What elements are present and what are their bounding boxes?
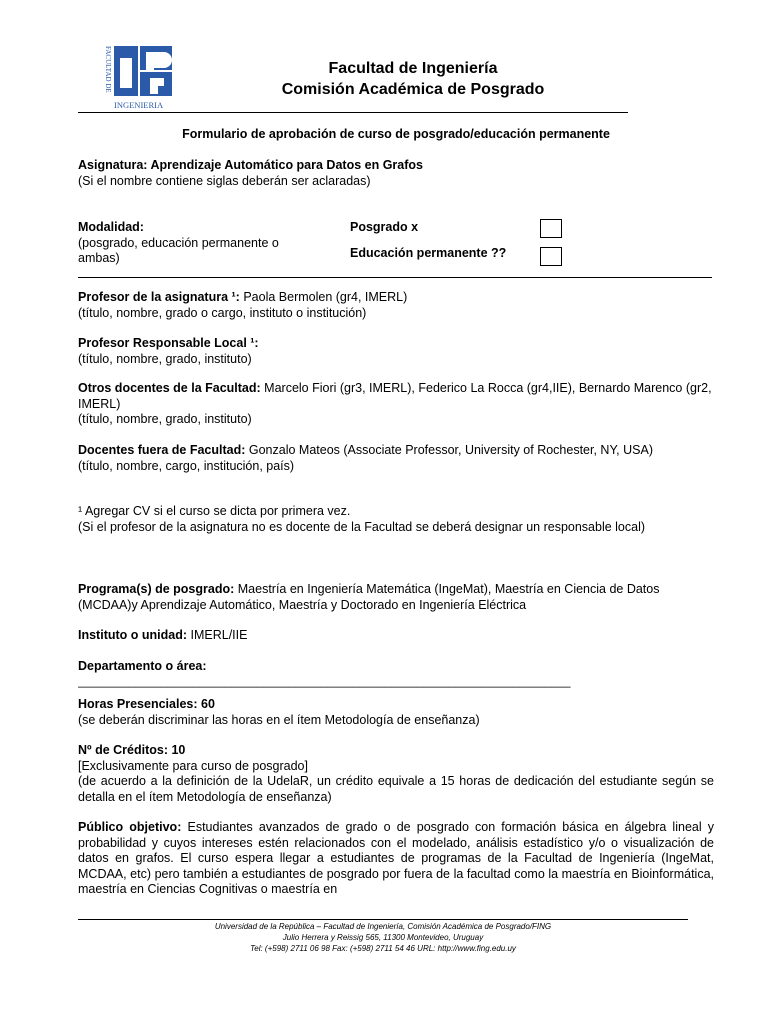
creditos-note2: (de acuerdo a la definición de la UdelaR, un crédito equivale a 15 horas de dedicación del estudiante según se detalla en el ítem Metodología de enseñanza) [78, 774, 714, 804]
horas-label: Horas Presenciales: 60 [78, 697, 215, 711]
responsable-label: Profesor Responsable Local ¹: [78, 336, 259, 350]
profesor-value: Paola Bermolen (gr4, IMERL) [239, 290, 408, 304]
header-commission: Comisión Académica de Posgrado [281, 81, 545, 98]
cv-footnote [78, 504, 714, 535]
instituto-section [78, 628, 714, 644]
posgrado-checkbox[interactable] [540, 219, 562, 238]
otros-docentes-section [78, 381, 714, 428]
header-rule [78, 112, 628, 113]
footer-line3: Tel: (+598) 2711 06 98 Fax: (+598) 2711 54 46 URL: http://www.fing.edu.uy [250, 944, 516, 953]
instituto-label: Instituto o unidad: [78, 628, 188, 642]
faculty-logo [100, 44, 175, 110]
fuera-value: Gonzalo Mateos (Associate Professor, University of Rochester, NY, USA) [245, 443, 653, 457]
footnote-line1: ¹ Agregar CV si el curso se dicta por primera vez. [78, 504, 351, 518]
instituto-value: IMERL/IIE [187, 628, 248, 642]
asignatura-sep: : [143, 158, 151, 172]
otros-note: (título, nombre, grado, instituto) [78, 412, 252, 426]
creditos-section [78, 743, 714, 805]
profesor-note: (título, nombre, grado o cargo, instituto o institución) [78, 305, 367, 320]
footnote-line2: (Si el profesor de la asignatura no es docente de la Facultad se deberá designar un responsable local) [78, 519, 646, 534]
educacion-permanente-checkbox[interactable] [540, 247, 562, 266]
fuera-label: Docentes fuera de Facultad: [78, 443, 246, 457]
publico-value: Estudiantes avanzados de grado o de posgrado con formación básica en álgebra lineal y probabilidad y cuyos intereses estén relacionados con el modelado, análisis estadístico y/o o visualización de datos en grafos. El curso espera llegar a estudiantes de programas de la Facultad de Ingeniería (IngeMat, MCDAA, etc) pero también a estudiantes de posgrado por fuera de la facultad como la maestría en Bioinformática, maestría en Ciencias Cognitivas o maestría en [78, 820, 714, 896]
otros-label: Otros docentes de la Facultad: [78, 381, 261, 395]
otros-value: Marcelo Fiori (gr3, IMERL), Federico La Rocca (gr4,IIE), Bernardo Marenco (gr2, IMERL) [78, 381, 712, 411]
header-faculty: Facultad de Ingeniería [328, 60, 498, 77]
asignatura-note: (Si el nombre contiene siglas deberán ser aclaradas) [78, 173, 371, 188]
responsable-section [78, 336, 714, 367]
programas-value: Maestría en Ingeniería Matemática (IngeMat), Maestría en Ciencia de Datos (MCDAA)y Aprendizaje Automático, Maestría y Doctorado en Ingeniería Eléctrica [78, 582, 660, 612]
departamento-blank-line: _____________________________________________________________________________ [78, 675, 571, 688]
modalidad-label: Modalidad: [78, 220, 144, 234]
horas-section [78, 697, 714, 728]
modalidad-note: (posgrado, educación permanente o ambas) [78, 235, 279, 265]
departamento-label: Departamento o área: [78, 659, 207, 673]
publico-objetivo-section [78, 820, 714, 898]
fuera-note: (título, nombre, cargo, institución, país) [78, 458, 295, 473]
form-title: Formulario de aprobación de curso de posgrado/educación permanente [182, 127, 610, 141]
asignatura-section [78, 158, 714, 189]
logo-graphic [100, 44, 175, 110]
creditos-label: Nº de Créditos: 10 [78, 743, 186, 757]
footer-line1: Universidad de la República – Facultad de Ingeniería, Comisión Académica de Posgrado/FING [214, 922, 552, 931]
programas-section [78, 582, 714, 613]
docentes-fuera-section [78, 443, 714, 474]
modalidad-option-posgrado: Posgrado x [350, 220, 419, 234]
creditos-note1: [Exclusivamente para curso de posgrado] [78, 758, 308, 773]
footer [120, 921, 646, 954]
departamento-section [78, 659, 714, 690]
modalidad-section [78, 220, 318, 267]
footer-rule [78, 919, 688, 920]
modalidad-rule [78, 277, 712, 278]
asignatura-value: Aprendizaje Automático para Datos en Grafos [150, 158, 423, 172]
profesor-section [78, 290, 714, 321]
asignatura-label: Asignatura [78, 158, 144, 172]
modalidad-option-educacion: Educación permanente ?? [350, 246, 507, 260]
logo-bottom-text: INGENIERIA [114, 100, 164, 110]
logo-vertical-text: FACULTAD DE [104, 46, 112, 93]
programas-label: Programa(s) de posgrado: [78, 582, 235, 596]
responsable-note: (título, nombre, grado, instituto) [78, 351, 252, 366]
profesor-label: Profesor de la asignatura ¹: [78, 290, 240, 304]
footer-line2: Julio Herrera y Reissig 565, 11300 Montevideo, Uruguay [282, 933, 484, 942]
publico-label: Público objetivo: [78, 820, 182, 834]
horas-note: (se deberán discriminar las horas en el ítem Metodología de enseñanza) [78, 712, 480, 727]
